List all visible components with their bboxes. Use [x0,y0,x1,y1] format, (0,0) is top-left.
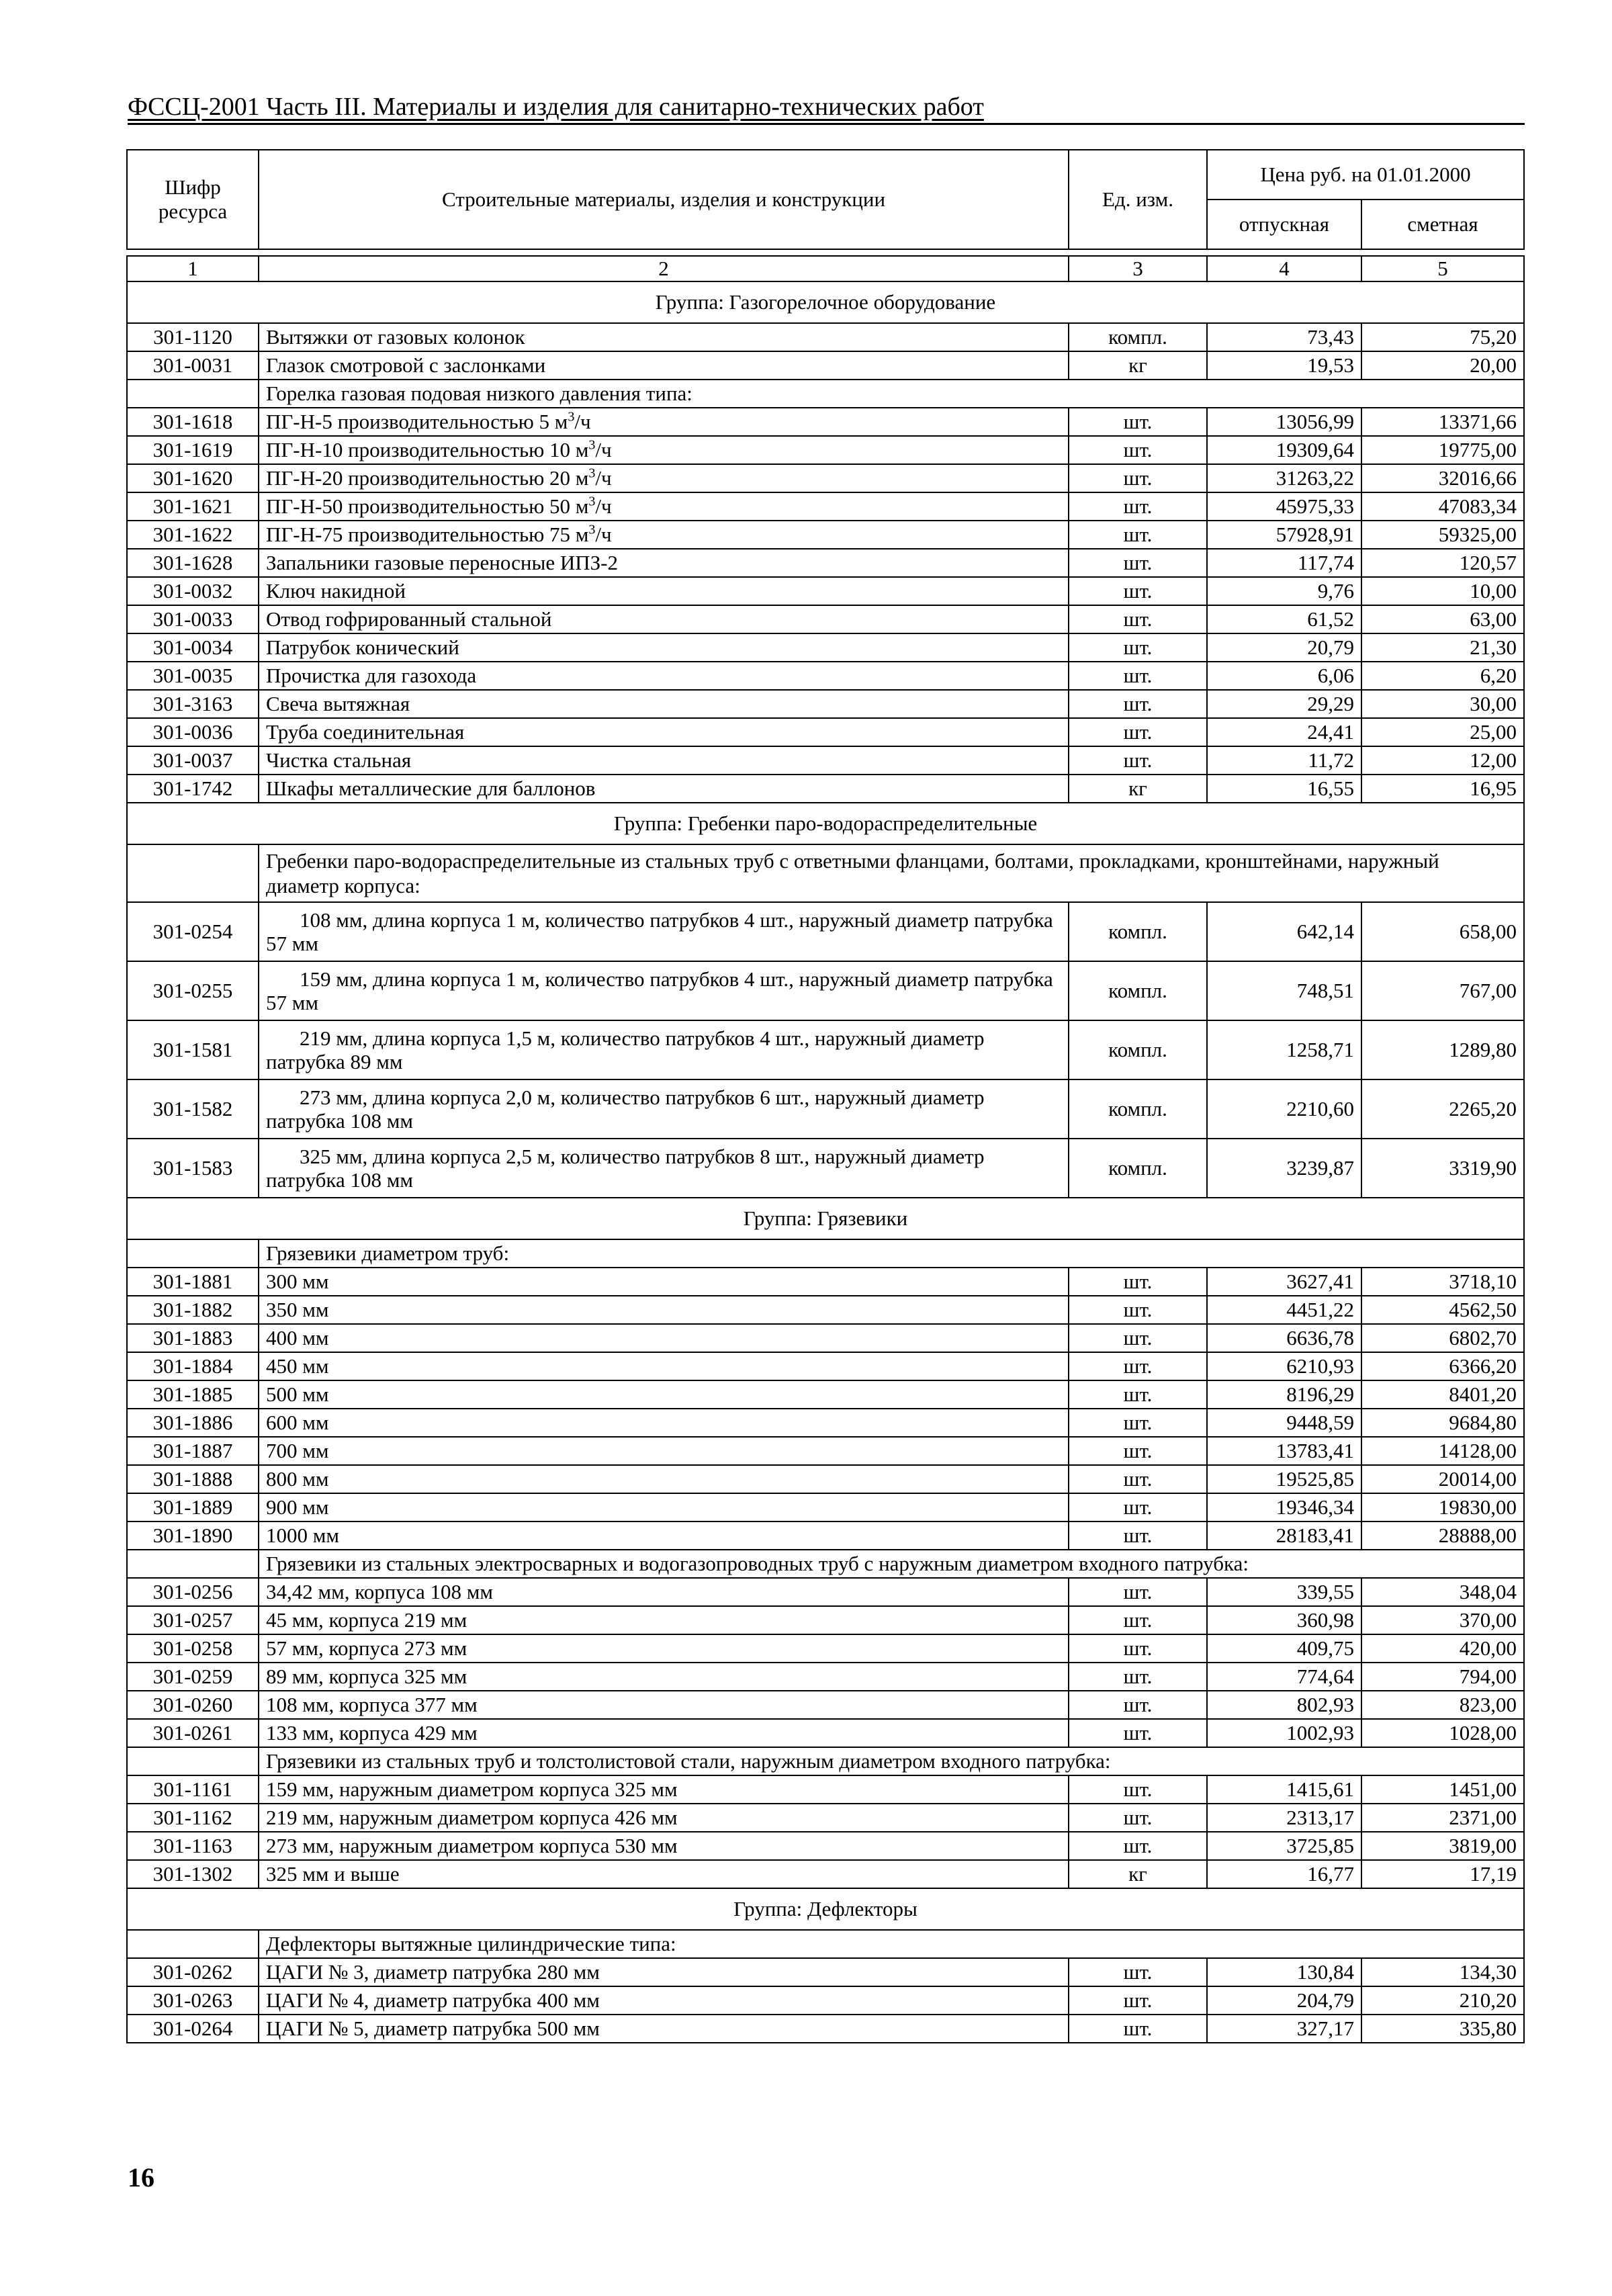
table-row [127,1634,1524,1663]
unit: шт. [1069,1380,1207,1409]
unit: шт. [1069,1296,1207,1324]
table-row [127,690,1524,718]
estimate-price: 348,04 [1361,1578,1524,1606]
table-row [127,718,1524,746]
unit: шт. [1069,1775,1207,1804]
item-name: 34,42 мм, корпуса 108 мм [259,1578,1069,1606]
unit: компл. [1069,1020,1207,1079]
col-number: 4 [1207,256,1361,281]
table-row [127,1020,1524,1079]
estimate-price: 420,00 [1361,1634,1524,1663]
resource-code: 301-0258 [127,1634,259,1663]
table-row [127,577,1524,605]
release-price: 1002,93 [1207,1719,1361,1747]
resource-code: 301-1881 [127,1268,259,1296]
item-name: 273 мм, длина корпуса 2,0 м, количество патрубков 6 шт., наружный диаметр патрубка 108 мм [259,1079,1069,1139]
resource-code: 301-1162 [127,1804,259,1832]
resource-code: 301-1161 [127,1775,259,1804]
table-row [127,351,1524,380]
resource-code: 301-1622 [127,521,259,549]
unit: шт. [1069,662,1207,690]
unit: шт. [1069,746,1207,775]
estimate-price: 20014,00 [1361,1465,1524,1493]
release-price: 774,64 [1207,1663,1361,1691]
resource-code: 301-0254 [127,902,259,961]
unit: компл. [1069,902,1207,961]
table-row [127,1804,1524,1832]
table-row [127,408,1524,436]
subheader-row [127,844,1524,902]
item-name: 159 мм, наружным диаметром корпуса 325 мм [259,1775,1069,1804]
table-row [127,521,1524,549]
table-row [127,492,1524,521]
release-price: 16,55 [1207,775,1361,803]
subheader: Грязевики из стальных труб и толстолистовой стали, наружным диаметром входного патрубка: [259,1747,1524,1775]
release-price: 6210,93 [1207,1352,1361,1380]
item-name: 900 мм [259,1493,1069,1521]
table-row [127,1352,1524,1380]
release-price: 16,77 [1207,1860,1361,1888]
item-name: ПГ-Н-50 производительностью 50 $м^3/ч$ [259,492,1069,521]
item-name: 108 мм, корпуса 377 мм [259,1691,1069,1719]
release-price: 3725,85 [1207,1832,1361,1860]
unit: шт. [1069,1437,1207,1465]
subheader-row [127,1239,1524,1268]
estimate-price: 794,00 [1361,1663,1524,1691]
release-price: 8196,29 [1207,1380,1361,1409]
unit: шт. [1069,1634,1207,1663]
unit: шт. [1069,492,1207,521]
table-row [127,1324,1524,1352]
subheader-row [127,1747,1524,1775]
page-number: 16 [128,2162,154,2193]
resource-code: 301-1890 [127,1521,259,1550]
item-name: Патрубок конический [259,633,1069,662]
resource-code: 301-1120 [127,323,259,351]
unit: шт. [1069,2015,1207,2043]
release-price: 20,79 [1207,633,1361,662]
estimate-price: 1289,80 [1361,1020,1524,1079]
unit: шт. [1069,718,1207,746]
estimate-price: 19830,00 [1361,1493,1524,1521]
table-row [127,436,1524,464]
table-row [127,1493,1524,1521]
resource-code: 301-1619 [127,436,259,464]
estimate-price: 59325,00 [1361,521,1524,549]
unit: кг [1069,775,1207,803]
item-name: 133 мм, корпуса 429 мм [259,1719,1069,1747]
subheader: Горелка газовая подовая низкого давления типа: [259,380,1524,408]
release-price: 1415,61 [1207,1775,1361,1804]
unit: компл. [1069,1139,1207,1198]
resource-code: 301-1302 [127,1860,259,1888]
table-row [127,961,1524,1020]
estimate-price: 20,00 [1361,351,1524,380]
table-row [127,1139,1524,1198]
item-name: 800 мм [259,1465,1069,1493]
table-row [127,2015,1524,2043]
item-name: 500 мм [259,1380,1069,1409]
item-name: 219 мм, длина корпуса 1,5 м, количество патрубков 4 шт., наружный диаметр патрубка 89 мм [259,1020,1069,1079]
col-number: 5 [1361,256,1524,281]
unit: шт. [1069,1804,1207,1832]
resource-code: 301-1882 [127,1296,259,1324]
release-price: 802,93 [1207,1691,1361,1719]
estimate-price: 370,00 [1361,1606,1524,1634]
release-price: 339,55 [1207,1578,1361,1606]
item-name: ПГ-Н-75 производительностью 75 $м^3/ч$ [259,521,1069,549]
item-name: ЦАГИ № 3, диаметр патрубка 280 мм [259,1958,1069,1986]
release-price: 642,14 [1207,902,1361,961]
unit: шт. [1069,436,1207,464]
unit: шт. [1069,1352,1207,1380]
release-price: 28183,41 [1207,1521,1361,1550]
estimate-price: 6802,70 [1361,1324,1524,1352]
unit: шт. [1069,1719,1207,1747]
item-name: Шкафы металлические для баллонов [259,775,1069,803]
release-price: 31263,22 [1207,464,1361,492]
unit: шт. [1069,690,1207,718]
table-row [127,633,1524,662]
item-name: 89 мм, корпуса 325 мм [259,1663,1069,1691]
col-header-code: Шифр ресурса [127,150,259,249]
item-name: ПГ-Н-20 производительностью 20 $м^3/ч$ [259,464,1069,492]
item-name: Глазок смотровой с заслонками [259,351,1069,380]
table-row [127,1719,1524,1747]
estimate-price: 6,20 [1361,662,1524,690]
table-row [127,464,1524,492]
resource-code: 301-1581 [127,1020,259,1079]
col-number: 3 [1069,256,1207,281]
release-price: 1258,71 [1207,1020,1361,1079]
estimate-price: 47083,34 [1361,492,1524,521]
estimate-price: 16,95 [1361,775,1524,803]
resource-code: 301-0255 [127,961,259,1020]
unit: компл. [1069,323,1207,351]
estimate-price: 658,00 [1361,902,1524,961]
unit: шт. [1069,521,1207,549]
estimate-price: 19775,00 [1361,436,1524,464]
estimate-price: 1451,00 [1361,1775,1524,1804]
column-numbers [127,256,1524,281]
table-row [127,746,1524,775]
unit: кг [1069,1860,1207,1888]
table-row [127,1775,1524,1804]
resource-code: 301-1742 [127,775,259,803]
estimate-price: 14128,00 [1361,1437,1524,1465]
group-heading: Группа: Гребенки паро-водораспределительные [127,803,1524,844]
estimate-price: 823,00 [1361,1691,1524,1719]
table-row [127,605,1524,633]
resource-code: 301-0031 [127,351,259,380]
estimate-price: 335,80 [1361,2015,1524,2043]
release-price: 11,72 [1207,746,1361,775]
release-price: 19525,85 [1207,1465,1361,1493]
resource-code: 301-0259 [127,1663,259,1691]
table-row [127,1409,1524,1437]
subheader: Гребенки паро-водораспределительные из стальных труб с ответными фланцами, болтами, прокладками, кронштейнами, наружный диаметр корпуса: [259,844,1524,902]
resource-code: 301-0033 [127,605,259,633]
unit: шт. [1069,408,1207,436]
resource-code: 301-0257 [127,1606,259,1634]
unit: шт. [1069,1521,1207,1550]
resource-code: 301-0261 [127,1719,259,1747]
resource-code: 301-0036 [127,718,259,746]
estimate-price: 8401,20 [1361,1380,1524,1409]
release-price: 3239,87 [1207,1139,1361,1198]
table-row [127,902,1524,961]
release-price: 117,74 [1207,549,1361,577]
estimate-price: 3718,10 [1361,1268,1524,1296]
unit: шт. [1069,577,1207,605]
item-name: 600 мм [259,1409,1069,1437]
resource-code: 301-1620 [127,464,259,492]
resource-code: 301-0032 [127,577,259,605]
table-row [127,1296,1524,1324]
release-price: 3627,41 [1207,1268,1361,1296]
unit: шт. [1069,1324,1207,1352]
resource-code: 301-1886 [127,1409,259,1437]
estimate-price: 17,19 [1361,1860,1524,1888]
resource-code: 301-0037 [127,746,259,775]
col-header-unit: Ед. изм. [1069,150,1207,249]
item-name: 300 мм [259,1268,1069,1296]
subheader: Грязевики из стальных электросварных и водогазопроводных труб с наружным диаметром входного патрубка: [259,1550,1524,1578]
resource-code: 301-1888 [127,1465,259,1493]
resource-code: 301-1884 [127,1352,259,1380]
release-price: 409,75 [1207,1634,1361,1663]
col-header-price: Цена руб. на 01.01.2000 [1207,150,1524,200]
estimate-price: 25,00 [1361,718,1524,746]
subheader-row [127,1550,1524,1578]
resource-code: 301-1582 [127,1079,259,1139]
item-name: 45 мм, корпуса 219 мм [259,1606,1069,1634]
estimate-price: 134,30 [1361,1958,1524,1986]
col-header-estimate: сметная [1361,200,1524,249]
unit: шт. [1069,1986,1207,2015]
release-price: 327,17 [1207,2015,1361,2043]
resource-code: 301-3163 [127,690,259,718]
col-header-release: отпускная [1207,200,1361,249]
estimate-price: 30,00 [1361,690,1524,718]
resource-code: 301-1618 [127,408,259,436]
resource-code: 301-0264 [127,2015,259,2043]
unit: шт. [1069,1409,1207,1437]
estimate-price: 28888,00 [1361,1521,1524,1550]
resource-code: 301-0263 [127,1986,259,2015]
col-number: 1 [127,256,259,281]
release-price: 24,41 [1207,718,1361,746]
item-name: 350 мм [259,1296,1069,1324]
unit: шт. [1069,1958,1207,1986]
resource-code: 301-0262 [127,1958,259,1986]
table-row [127,1832,1524,1860]
release-price: 360,98 [1207,1606,1361,1634]
unit: шт. [1069,605,1207,633]
subheader: Дефлекторы вытяжные цилиндрические типа: [259,1930,1524,1958]
subheader-row [127,1930,1524,1958]
item-name: 219 мм, наружным диаметром корпуса 426 мм [259,1804,1069,1832]
release-price: 2313,17 [1207,1804,1361,1832]
resource-code: 301-1883 [127,1324,259,1352]
item-name: Прочистка для газохода [259,662,1069,690]
resource-code: 301-0035 [127,662,259,690]
estimate-price: 1028,00 [1361,1719,1524,1747]
table-row [127,323,1524,351]
item-name: ЦАГИ № 4, диаметр патрубка 400 мм [259,1986,1069,2015]
estimate-price: 75,20 [1361,323,1524,351]
group-heading: Группа: Грязевики [127,1198,1524,1239]
table-row [127,1691,1524,1719]
page-title: ФССЦ-2001 Часть III. Материалы и изделия для санитарно-технических работ [128,91,1525,125]
item-name: 273 мм, наружным диаметром корпуса 530 мм [259,1832,1069,1860]
estimate-price: 10,00 [1361,577,1524,605]
table-row [127,1958,1524,1986]
release-price: 748,51 [1207,961,1361,1020]
estimate-price: 4562,50 [1361,1296,1524,1324]
release-price: 61,52 [1207,605,1361,633]
resource-code: 301-0256 [127,1578,259,1606]
estimate-price: 3319,90 [1361,1139,1524,1198]
resource-code: 301-0034 [127,633,259,662]
unit: кг [1069,351,1207,380]
release-price: 57928,91 [1207,521,1361,549]
unit: компл. [1069,1079,1207,1139]
table-row [127,1380,1524,1409]
release-price: 4451,22 [1207,1296,1361,1324]
subheader-row [127,380,1524,408]
item-name: 450 мм [259,1352,1069,1380]
item-name: 1000 мм [259,1521,1069,1550]
item-name: Отвод гофрированный стальной [259,605,1069,633]
release-price: 13056,99 [1207,408,1361,436]
resource-code: 301-1583 [127,1139,259,1198]
unit: шт. [1069,1268,1207,1296]
release-price: 19309,64 [1207,436,1361,464]
release-price: 13783,41 [1207,1437,1361,1465]
estimate-price: 32016,66 [1361,464,1524,492]
estimate-price: 13371,66 [1361,408,1524,436]
release-price: 2210,60 [1207,1079,1361,1139]
release-price: 9,76 [1207,577,1361,605]
unit: шт. [1069,1832,1207,1860]
release-price: 130,84 [1207,1958,1361,1986]
estimate-price: 120,57 [1361,549,1524,577]
item-name: 325 мм, длина корпуса 2,5 м, количество патрубков 8 шт., наружный диаметр патрубка 108 мм [259,1139,1069,1198]
unit: компл. [1069,961,1207,1020]
col-number: 2 [259,256,1069,281]
resource-code: 301-0260 [127,1691,259,1719]
item-name: ПГ-Н-10 производительностью 10 $м^3/ч$ [259,436,1069,464]
release-price: 29,29 [1207,690,1361,718]
unit: шт. [1069,1493,1207,1521]
unit: шт. [1069,633,1207,662]
resource-code: 301-1163 [127,1832,259,1860]
item-name: Ключ накидной [259,577,1069,605]
unit: шт. [1069,1691,1207,1719]
item-name: ПГ-Н-5 производительностью 5 $м^3/ч$ [259,408,1069,436]
table-row [127,662,1524,690]
unit: шт. [1069,549,1207,577]
table-row [127,1268,1524,1296]
price-table [126,149,1525,2043]
resource-code: 301-1621 [127,492,259,521]
estimate-price: 3819,00 [1361,1832,1524,1860]
resource-code: 301-1628 [127,549,259,577]
table-row [127,1079,1524,1139]
estimate-price: 767,00 [1361,961,1524,1020]
item-name: Свеча вытяжная [259,690,1069,718]
unit: шт. [1069,1578,1207,1606]
estimate-price: 63,00 [1361,605,1524,633]
release-price: 204,79 [1207,1986,1361,2015]
item-name: Вытяжки от газовых колонок [259,323,1069,351]
table-row [127,1606,1524,1634]
subheader: Грязевики диаметром труб: [259,1239,1524,1268]
table-row [127,1860,1524,1888]
item-name: ЦАГИ № 5, диаметр патрубка 500 мм [259,2015,1069,2043]
item-name: Чистка стальная [259,746,1069,775]
item-name: 57 мм, корпуса 273 мм [259,1634,1069,1663]
estimate-price: 9684,80 [1361,1409,1524,1437]
table-row [127,1986,1524,2015]
item-name: Запальники газовые переносные ИПЗ-2 [259,549,1069,577]
unit: шт. [1069,1606,1207,1634]
table-row [127,549,1524,577]
release-price: 19,53 [1207,351,1361,380]
estimate-price: 12,00 [1361,746,1524,775]
table-row [127,1663,1524,1691]
resource-code: 301-1887 [127,1437,259,1465]
release-price: 19346,34 [1207,1493,1361,1521]
resource-code: 301-1885 [127,1380,259,1409]
table-row [127,1521,1524,1550]
item-name: 159 мм, длина корпуса 1 м, количество патрубков 4 шт., наружный диаметр патрубка 57 мм [259,961,1069,1020]
release-price: 6636,78 [1207,1324,1361,1352]
release-price: 45975,33 [1207,492,1361,521]
item-name: 400 мм [259,1324,1069,1352]
unit: шт. [1069,1663,1207,1691]
col-header-name: Строительные материалы, изделия и конструкции [259,150,1069,249]
estimate-price: 210,20 [1361,1986,1524,2015]
estimate-price: 2265,20 [1361,1079,1524,1139]
item-name: Труба соединительная [259,718,1069,746]
estimate-price: 6366,20 [1361,1352,1524,1380]
unit: шт. [1069,464,1207,492]
group-heading: Группа: Дефлекторы [127,1888,1524,1930]
resource-code: 301-1889 [127,1493,259,1521]
item-name: 325 мм и выше [259,1860,1069,1888]
table-row [127,1437,1524,1465]
release-price: 9448,59 [1207,1409,1361,1437]
item-name: 108 мм, длина корпуса 1 м, количество патрубков 4 шт., наружный диаметр патрубка 57 мм [259,902,1069,961]
table-row [127,775,1524,803]
unit: шт. [1069,1465,1207,1493]
release-price: 6,06 [1207,662,1361,690]
item-name: 700 мм [259,1437,1069,1465]
group-heading: Группа: Газогорелочное оборудование [127,281,1524,323]
estimate-price: 21,30 [1361,633,1524,662]
estimate-price: 2371,00 [1361,1804,1524,1832]
table-row [127,1578,1524,1606]
table-row [127,1465,1524,1493]
release-price: 73,43 [1207,323,1361,351]
